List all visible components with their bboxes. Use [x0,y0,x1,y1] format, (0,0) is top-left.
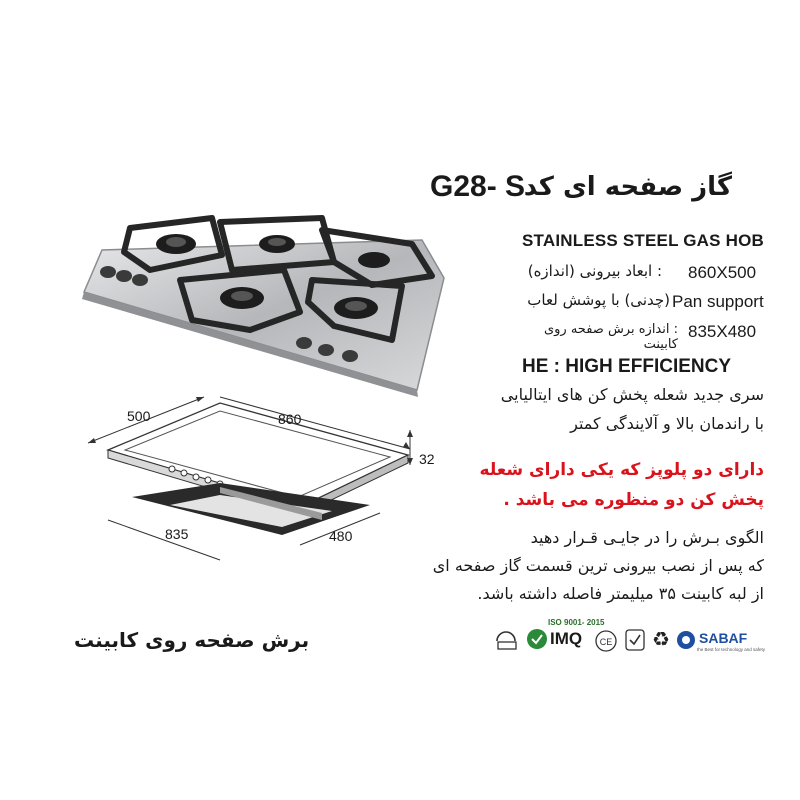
imq-label: IMQ [550,629,583,648]
spec-cutout-value: 835X480 [688,322,757,341]
svg-text:CE: CE [599,637,613,647]
sabaf-label: SABAF [699,630,748,646]
product-subtitle: STAINLESS STEEL GAS HOB [522,231,765,250]
sabaf-tagline: the Best for technology and safety [697,647,766,652]
cooktop-illustration [72,200,452,400]
ce-mark-icon [594,630,618,652]
efficiency-line-2: با راندمان بالا و آلایندگی کمتر [570,414,764,433]
cutout-caption: برش صفحه روی کابینت [74,628,310,652]
instruction-line-1: الگوی بـرش را در جایـی قـرار دهید [530,528,764,547]
dim-cut-depth-label: 480 [329,528,353,544]
dim-depth-label: 500 [127,408,151,424]
spec-pan-support-label: (چدنی) با پوشش لعاب [527,291,670,309]
spec-dimensions-value: 860X500 [688,263,757,282]
dim-cut-width-label: 835 [165,526,189,542]
dim-height-label: 32 [419,451,435,467]
quality-badge-icon [624,628,646,652]
product-title-fa: گاز صفحه ای کد [523,172,732,202]
cutout-dimension-diagram [70,395,440,565]
imq-logo-icon [526,628,548,650]
spec-pan-support-value: Pan support [672,292,764,311]
highlight-line-2: پخش کن دو منظوره می باشد . [503,490,764,510]
spec-cutout-label: : اندازه برش صفحه روی کابینت [543,322,678,352]
efficiency-line-1: سری جدید شعله پخش کن های ایتالیایی [500,385,764,404]
recycle-symbol: ♻ [652,627,670,651]
inso-logo [494,630,522,652]
spec-dimensions-label: : ابعاد بیرونی (اندازه) [527,262,662,280]
certification-logos [494,618,764,658]
efficiency-heading: HE : HIGH EFFICIENCY [522,356,732,377]
highlight-line-1: دارای دو پلوپز که یکی دارای شعله [479,460,764,480]
model-code: G28- S [430,170,526,203]
sabaf-logo-icon [676,630,696,650]
instruction-line-2: که پس از نصب بیرونی ترین قسمت گاز صفحه ای [432,556,764,575]
instruction-line-3: از لبه کابینت ۳۵ میلیمتر فاصله داشته باشد. [477,584,764,603]
iso-label: ISO 9001- 2015 [548,618,605,627]
dim-width-label: 860 [278,411,302,427]
